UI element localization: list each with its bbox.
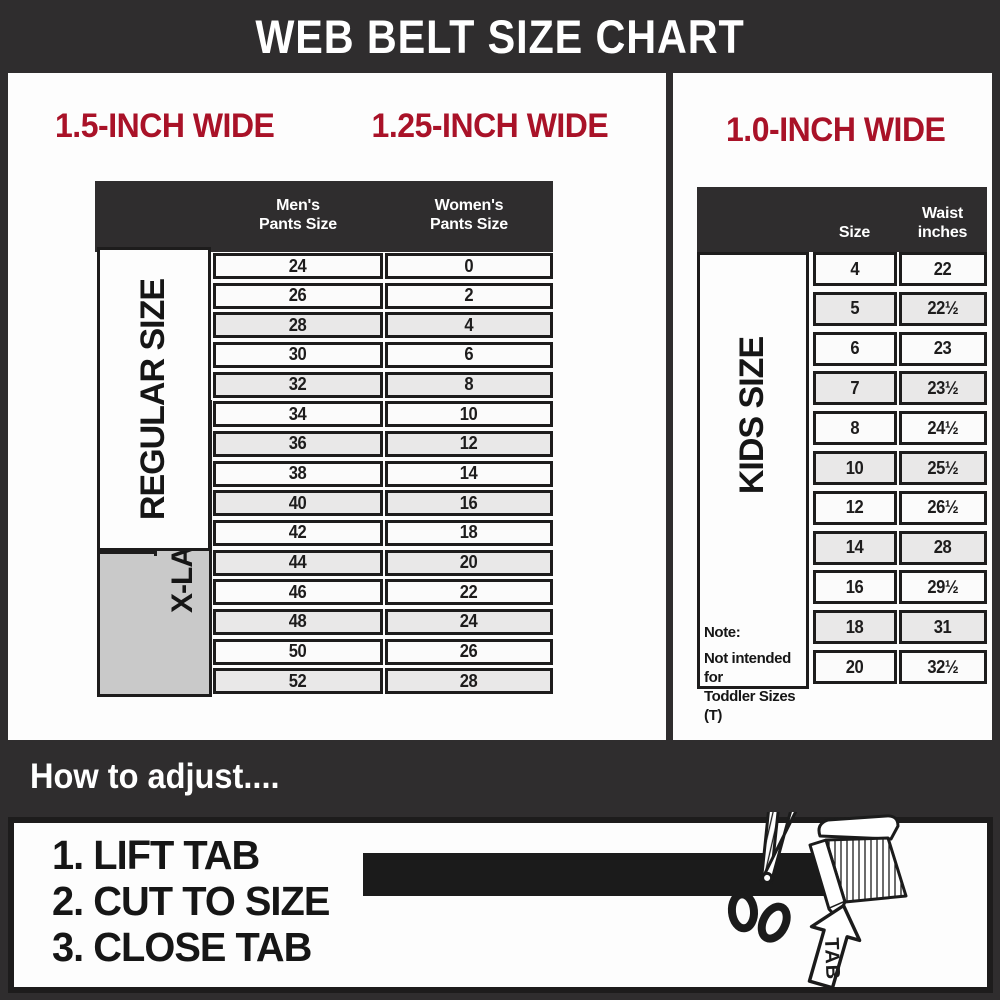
right-table-col-size: Size [838, 224, 871, 241]
table-cell: 22½ [899, 292, 987, 326]
belt-strap [363, 853, 825, 896]
belt-adjust-illustration [340, 812, 1000, 992]
table-cell: 8 [385, 372, 553, 398]
table-cell: 24½ [899, 411, 987, 445]
belt-buckle-icon [810, 816, 906, 918]
adjust-step-1: 1. LIFT TAB [52, 832, 260, 878]
table-cell: 10 [385, 401, 553, 427]
table-cell: 32 [213, 372, 383, 398]
table-cell: 6 [385, 342, 553, 368]
right-table-header [697, 187, 987, 252]
table-cell: 26 [213, 283, 383, 309]
table-cell: 25½ [899, 451, 987, 485]
table-cell: 30 [213, 342, 383, 368]
table-cell: 28 [899, 531, 987, 565]
table-cell: 5 [813, 292, 897, 326]
section-header-1p25-inch: 1.25-INCH WIDE [371, 106, 609, 145]
table-cell: 48 [213, 609, 383, 635]
table-cell: 28 [385, 668, 553, 694]
adjust-step-3: 3. CLOSE TAB [52, 924, 312, 970]
poster-header-bar [0, 0, 1000, 73]
table-cell: 14 [385, 461, 553, 487]
section-header-1p5-inch: 1.5-INCH WIDE [55, 106, 275, 145]
table-cell: 18 [813, 610, 897, 644]
table-cell: 22 [899, 252, 987, 286]
left-table-col-womens: Women's Pants Size [429, 197, 509, 233]
table-cell: 29½ [899, 570, 987, 604]
kids-size-label: KIDS SIZE [733, 336, 772, 495]
tab-arrow-label: TAB [820, 937, 844, 981]
table-cell: 6 [813, 332, 897, 366]
kids-size-box [697, 252, 809, 724]
table-cell: 50 [213, 639, 383, 665]
table-cell: 0 [385, 253, 553, 279]
left-table-col-mens: Men's Pants Size [258, 197, 338, 233]
table-cell: 26 [385, 639, 553, 665]
table-cell: 20 [385, 550, 553, 576]
table-cell: 40 [213, 490, 383, 516]
table-cell: 12 [385, 431, 553, 457]
table-cell: 4 [813, 252, 897, 286]
table-cell: 23 [899, 332, 987, 366]
right-table-col-waist: Waist inches [917, 205, 968, 241]
how-to-adjust-heading: How to adjust.... [30, 757, 280, 796]
regular-size-label: REGULAR SIZE [134, 278, 173, 520]
table-cell: 18 [385, 520, 553, 546]
section-header-1p0-inch: 1.0-INCH WIDE [726, 110, 946, 149]
poster-title: WEB BELT SIZE CHART [255, 10, 745, 63]
table-cell: 7 [813, 371, 897, 405]
table-cell: 24 [385, 609, 553, 635]
table-cell: 4 [385, 312, 553, 338]
table-cell: 38 [213, 461, 383, 487]
table-cell: 31 [899, 610, 987, 644]
regular-size-box [97, 247, 211, 551]
table-cell: 12 [813, 491, 897, 525]
table-cell: 2 [385, 283, 553, 309]
table-cell: 20 [813, 650, 897, 684]
table-cell: 14 [813, 531, 897, 565]
table-cell: 8 [813, 411, 897, 445]
adjust-step-2: 2. CUT TO SIZE [52, 878, 330, 924]
xlarge-box-seam-patch [153, 556, 161, 694]
table-cell: 10 [813, 451, 897, 485]
table-cell: 42 [213, 520, 383, 546]
xlarge-box-extension [97, 551, 159, 697]
table-cell: 26½ [899, 491, 987, 525]
table-cell: 36 [213, 431, 383, 457]
table-cell: 23½ [899, 371, 987, 405]
table-cell: 52 [213, 668, 383, 694]
tab-arrow [797, 899, 868, 992]
table-cell: 16 [813, 570, 897, 604]
table-cell: 24 [213, 253, 383, 279]
table-cell: 44 [213, 550, 383, 576]
left-table-header [95, 181, 553, 252]
table-cell: 46 [213, 579, 383, 605]
table-cell: 22 [385, 579, 553, 605]
table-cell: 16 [385, 490, 553, 516]
kids-note: Note: Not intended for Toddler Sizes (T) [704, 624, 796, 724]
table-cell: 32½ [899, 650, 987, 684]
table-cell: 34 [213, 401, 383, 427]
table-cell: 28 [213, 312, 383, 338]
